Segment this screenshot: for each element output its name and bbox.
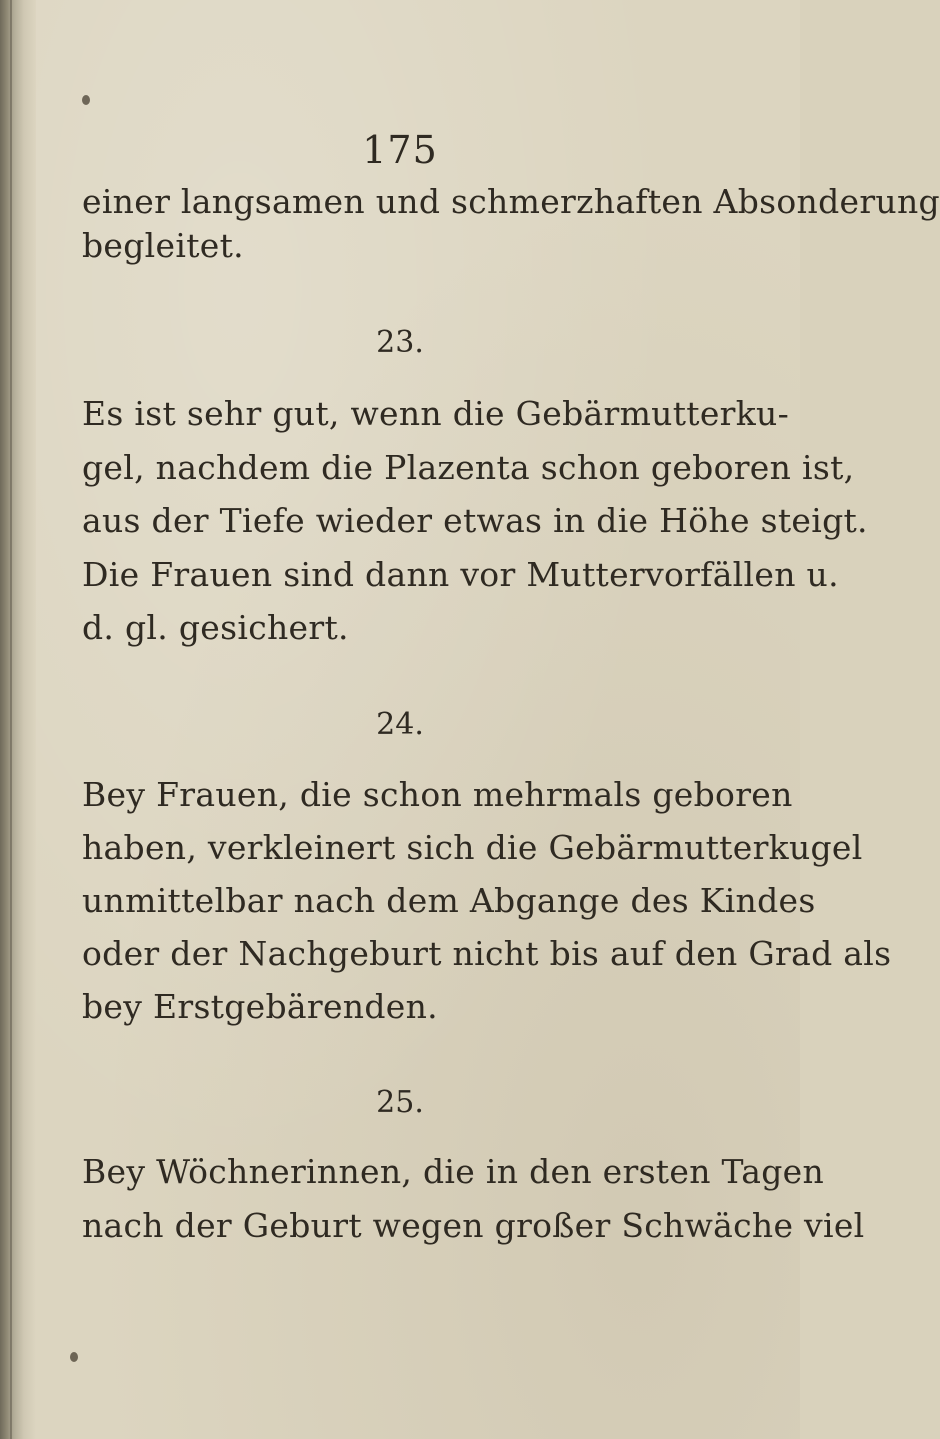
text-line: begleitet. [82, 226, 244, 265]
page-number: 175 [362, 128, 438, 172]
text-line: nach der Geburt wegen großer Schwäche viel [82, 1206, 865, 1245]
text-line: einer langsamen und schmerzhaften Absonderung [82, 182, 940, 221]
text-line: Die Frauen sind dann vor Muttervorfällen u. [82, 555, 839, 594]
text-line: aus der Tiefe wieder etwas in die Höhe steigt. [82, 501, 868, 540]
section-number: 25. [376, 1085, 424, 1120]
ink-speck [70, 1352, 78, 1362]
section-number: 23. [376, 325, 424, 360]
text-line: bey Erstgebärenden. [82, 987, 438, 1026]
text-line: d. gl. gesichert. [82, 608, 349, 647]
text-line: haben, verkleinert sich die Gebärmutterkugel [82, 828, 863, 867]
ink-speck [82, 95, 90, 105]
text-line: unmittelbar nach dem Abgange des Kindes [82, 881, 816, 920]
section-number: 24. [376, 707, 424, 742]
text-line: Bey Wöchnerinnen, die in den ersten Tagen [82, 1152, 825, 1191]
text-line: gel, nachdem die Plazenta schon geboren ist, [82, 448, 855, 487]
text-line: Bey Frauen, die schon mehrmals geboren [82, 775, 793, 814]
text-line: Es ist sehr gut, wenn die Gebärmutterku‑ [82, 394, 790, 433]
text-line: oder der Nachgeburt nicht bis auf den Grad als [82, 934, 892, 973]
